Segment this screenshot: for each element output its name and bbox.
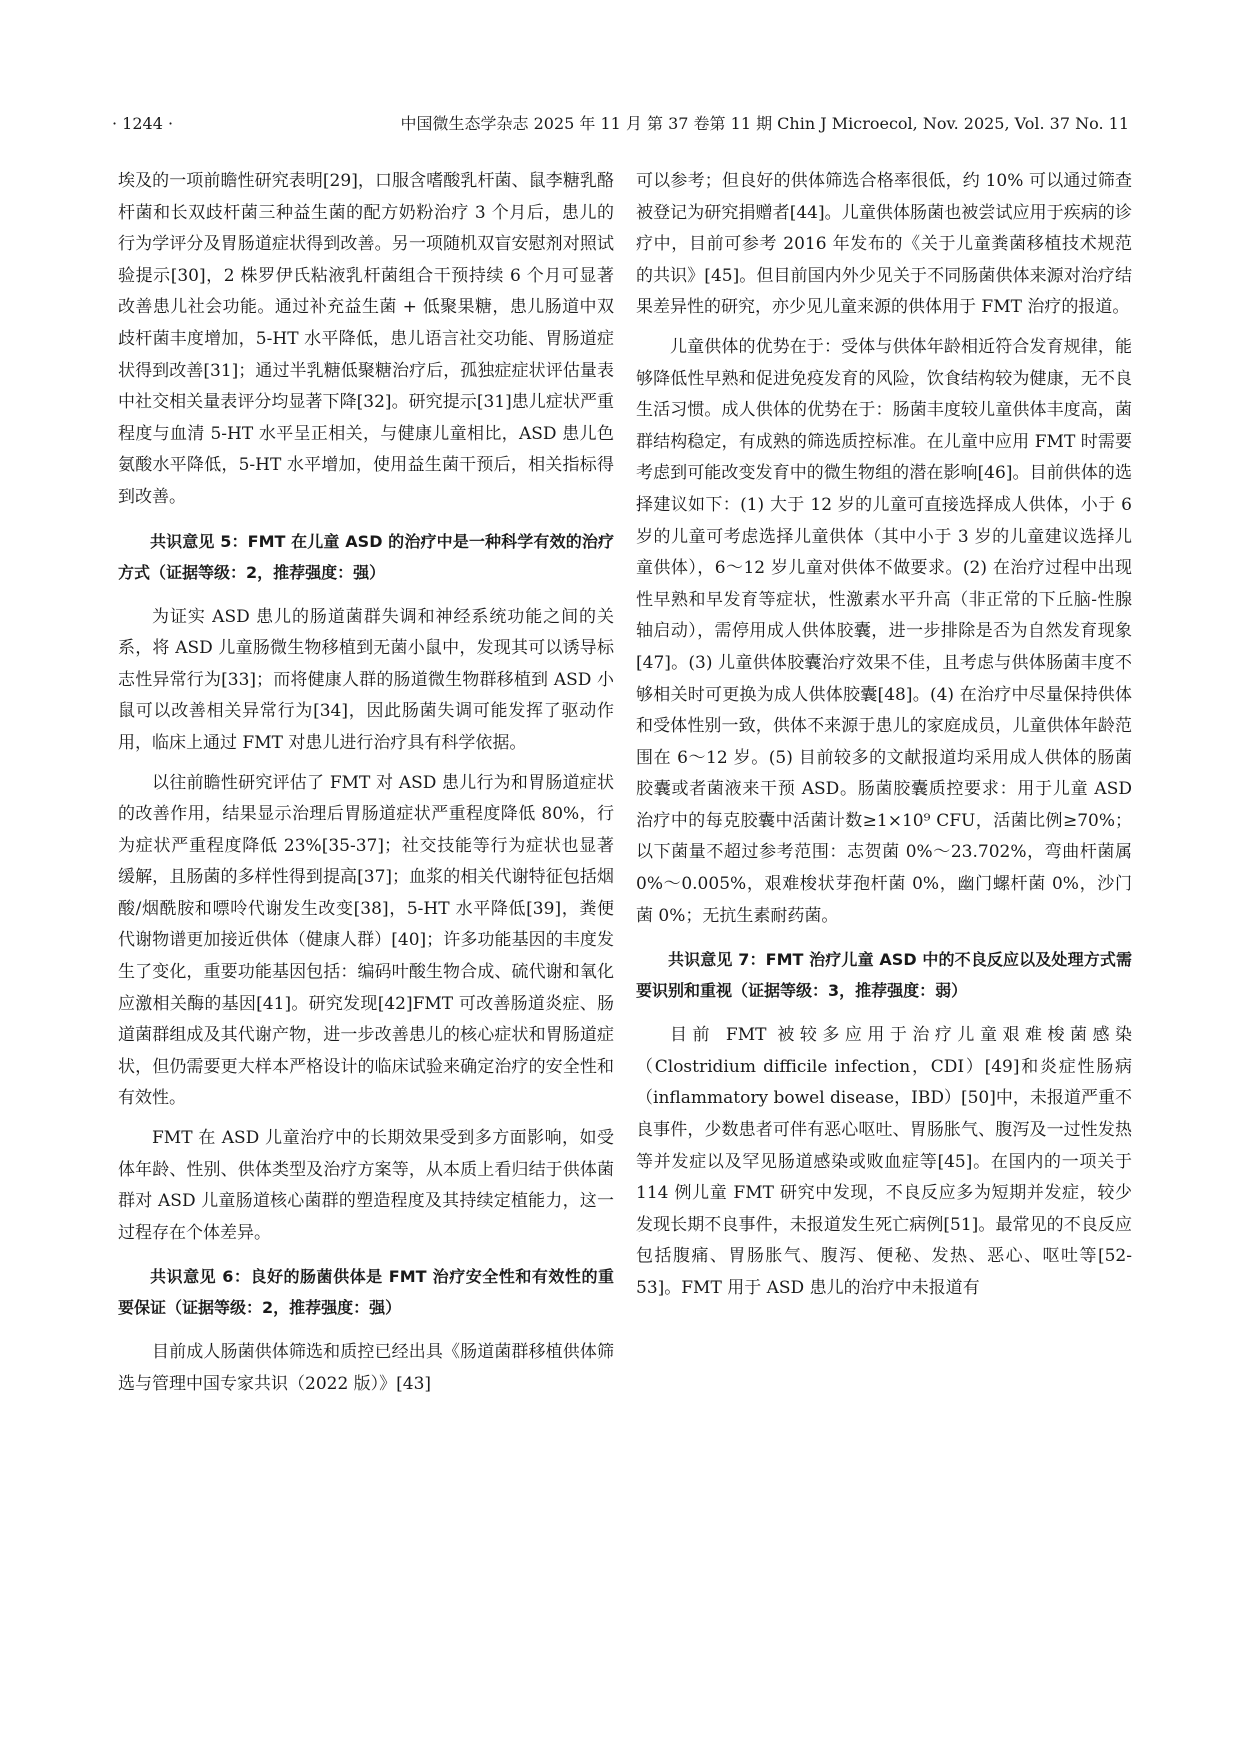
consensus-heading-7: 共识意见 7：FMT 治疗儿童 ASD 中的不良反应以及处理方式需要识别和重视（证据等级：3，推荐强度：弱） [636, 950, 1132, 1001]
paragraph: 目前成人肠菌供体筛选和质控已经出具《肠道菌群移植供体筛选与管理中国专家共识（2022 版）》[43] [118, 1342, 614, 1394]
paragraph: 以往前瞻性研究评估了 FMT 对 ASD 患儿行为和胃肠道症状的改善作用，结果显示治理后胃肠道症状严重程度降低 80%，行为症状严重程度降低 23%[35-37]；社交技能等行为症状也显著缓解，且肠菌的多样性得到提高[37]；血浆的相关代谢特征包括烟酸/烟酰胺和嘌呤代谢发生改变[38]，5-HT 水平降低[39]，粪便代谢物谱更加接近供体（健康人群）[40]；许多功能基因的丰度发生了变化，重要功能基因包括：编码叶酸生物合成、硫代谢和氧化应激相关酶的基因[41]。研究发现[42]FMT 可改善肠道炎症、肠道菌群组成及其代谢产物，进一步改善患儿的核心症状和胃肠道症状，但仍需要更大样本严格设计的临床试验来确定治疗的安全性和有效性。 [118, 772, 614, 1109]
right-column [636, 166, 1132, 1313]
page-number: · 1244 · [112, 114, 174, 133]
left-column [118, 166, 614, 1409]
consensus-heading-5: 共识意见 5：FMT 在儿童 ASD 的治疗中是一种科学有效的治疗方式（证据等级：2，推荐强度：强） [118, 531, 614, 582]
paragraph: 可以参考；但良好的供体筛选合格率很低，约 10% 可以通过筛查被登记为研究捐赠者[44]。儿童供体肠菌也被尝试应用于疾病的诊疗中，目前可参考 2016 年发布的《关于儿童粪菌移植技术规范的共识》[45]。但目前国内外少见关于不同肠菌供体来源对治疗结果差异性的研究，亦少见儿童来源的供体用于 FMT 治疗的报道。 [636, 171, 1132, 318]
paragraph: 为证实 ASD 患儿的肠道菌群失调和神经系统功能之间的关系，将 ASD 儿童肠微生物移植到无菌小鼠中，发现其可以诱导标志性异常行为[33]；而将健康人群的肠道微生物群移植到 ASD 小鼠可以改善相关异常行为[34]，因此肠菌失调可能发挥了驱动作用，临床上通过 FMT 对患儿进行治疗具有科学依据。 [118, 606, 614, 753]
journal-header: 中国微生态学杂志 2025 年 11 月 第 37 卷第 11 期 Chin J Microecol, Nov. 2025, Vol. 37 No. 11 [400, 114, 1129, 133]
paragraph: FMT 在 ASD 儿童治疗中的长期效果受到多方面影响，如受体年龄、性别、供体类型及治疗方案等，从本质上看归结于供体菌群对 ASD 儿童肠道核心菌群的塑造程度及其持续定植能力，这一过程存在个体差异。 [118, 1128, 614, 1243]
paragraph: 儿童供体的优势在于：受体与供体年龄相近符合发育规律，能够降低性早熟和促进免疫发育的风险，饮食结构较为健康，无不良生活习惯。成人供体的优势在于：肠菌丰度较儿童供体丰度高，菌群结构稳定，有成熟的筛选质控标准。在儿童中应用 FMT 时需要考虑到可能改变发育中的微生物组的潜在影响[46]。目前供体的选择建议如下：(1) 大于 12 岁的儿童可直接选择成人供体，小于 6 岁的儿童可考虑选择儿童供体（其中小于 3 岁的儿童建议选择儿童供体），6～12 岁儿童对供体不做要求。(2) 在治疗过程中出现性早熟和早发育等症状，性激素水平升高（非正常的下丘脑-性腺轴启动），需停用成人供体胶囊，进一步排除是否为自然发育现象[47]。(3) 儿童供体胶囊治疗效果不佳，且考虑与供体肠菌丰度不够相关时可更换为成人供体胶囊[48]。(4) 在治疗中尽量保持供体和受体性别一致，供体不来源于患儿的家庭成员，儿童供体年龄范围在 6～12 岁。(5) 目前较多的文献报道均采用成人供体的肠菌胶囊或者菌液来干预 ASD。肠菌胶囊质控要求：用于儿童 ASD 治疗中的每克胶囊中活菌计数≥1×10⁹ CFU，活菌比例≥70%；以下菌量不超过参考范围：志贺菌 0%～23.702%，弯曲杆菌属 0%～0.005%，艰难梭状芽孢杆菌 0%，幽门螺杆菌 0%，沙门菌 0%；无抗生素耐药菌。 [636, 336, 1132, 926]
consensus-heading-6: 共识意见 6：良好的肠菌供体是 FMT 治疗安全性和有效性的重要保证（证据等级：2，推荐强度：强） [118, 1267, 614, 1318]
paragraph: 埃及的一项前瞻性研究表明[29]，口服含嗜酸乳杆菌、鼠李糖乳酪杆菌和长双歧杆菌三种益生菌的配方奶粉治疗 3 个月后，患儿的行为学评分及胃肠道症状得到改善。另一项随机双盲安慰剂对照试验提示[30]，2 株罗伊氏粘液乳杆菌组合干预持续 6 个月可显著改善患儿社会功能。通过补充益生菌 + 低聚果糖，患儿肠道中双歧杆菌丰度增加，5-HT 水平降低，患儿语言社交功能、胃肠道症状得到改善[31]；通过半乳糖低聚糖治疗后，孤独症症状评估量表中社交相关量表评分均显著下降[32]。研究提示[31]患儿症状严重程度与血清 5-HT 水平呈正相关，与健康儿童相比，ASD 患儿色氨酸水平降低，5-HT 水平增加，使用益生菌干预后，相关指标得到改善。 [118, 171, 614, 507]
paragraph: 目前 FMT 被较多应用于治疗儿童艰难梭菌感染（Clostridium difficile infection，CDI）[49]和炎症性肠病（inflammatory bowel disease，IBD）[50]中，未报道严重不良事件，少数患者可伴有恶心呕吐、胃肠胀气、腹泻及一过性发热等并发症以及罕见肠道感染或败血症等[45]。在国内的一项关于 114 例儿童 FMT 研究中发现，不良反应多为短期并发症，较少发现长期不良事件，未报道发生死亡病例[51]。最常见的不良反应包括腹痛、胃肠胀气、腹泻、便秘、发热、恶心、呕吐等[52-53]。FMT 用于 ASD 患儿的治疗中未报道有 [636, 1025, 1132, 1298]
